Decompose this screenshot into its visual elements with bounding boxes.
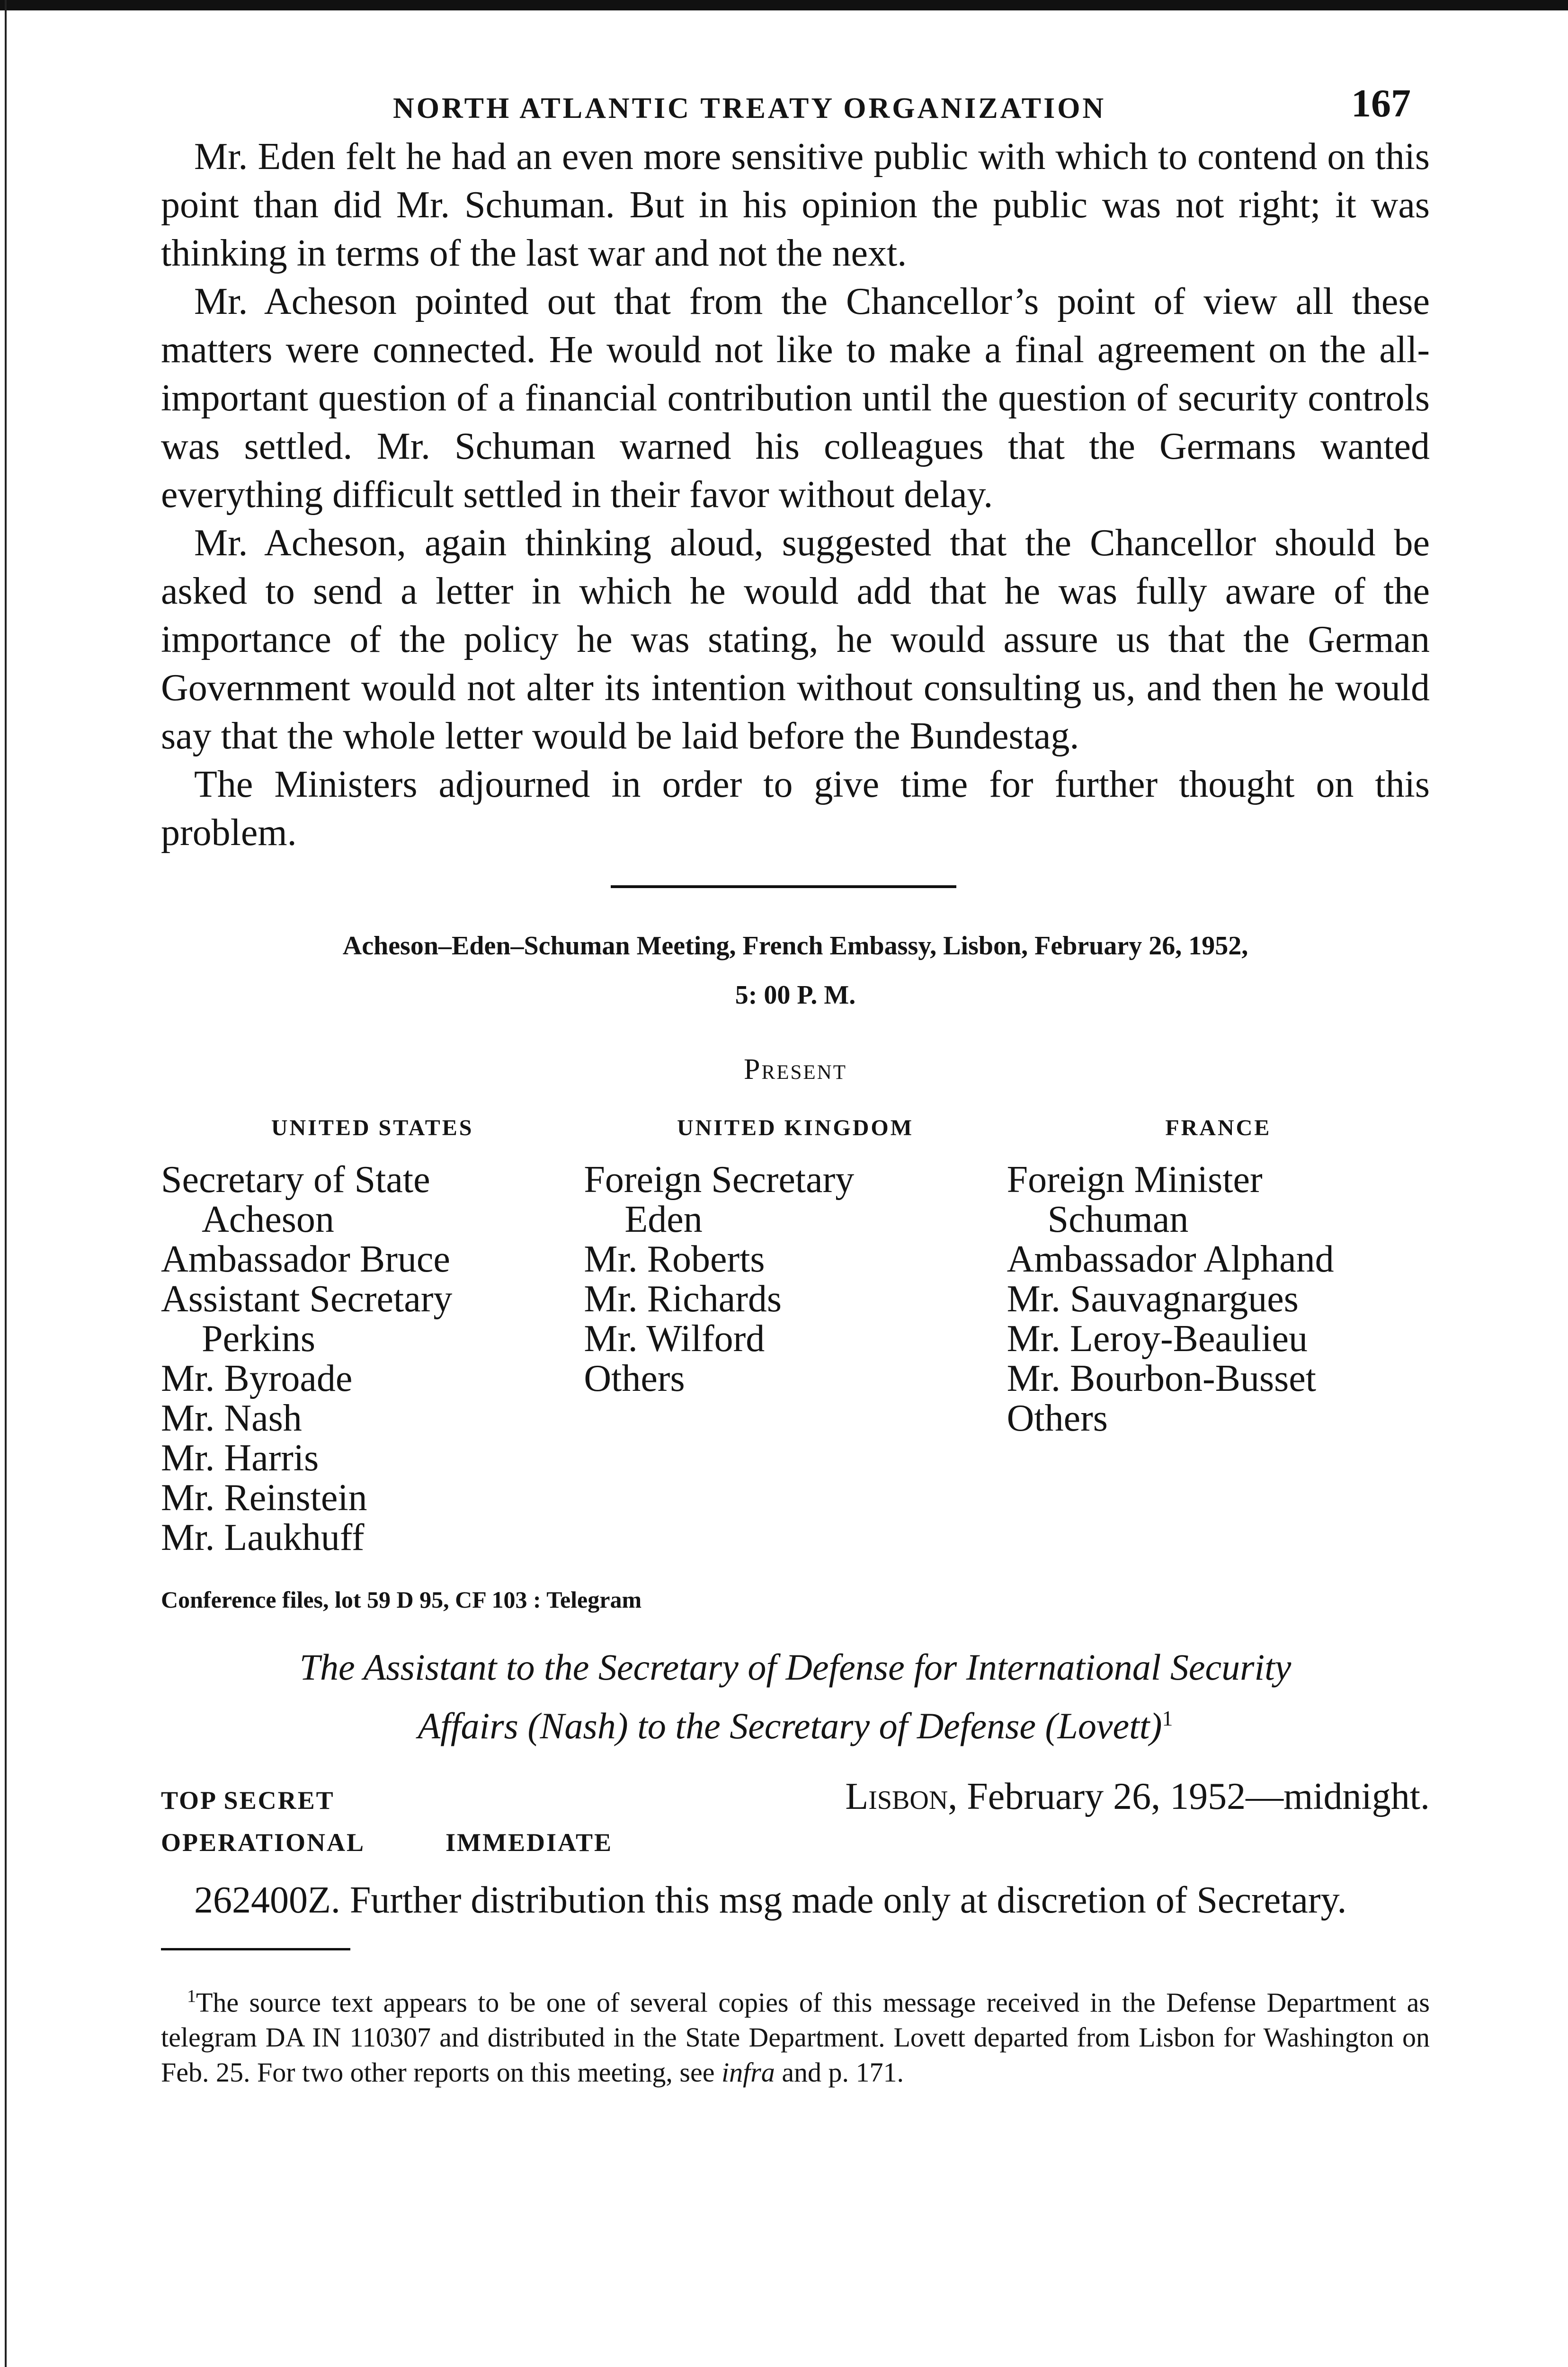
footnote-text-italic: infra	[722, 2057, 775, 2088]
document-title-line1: The Assistant to the Secretary of Defense for International Security	[299, 1646, 1292, 1688]
member: Mr. Leroy-Beaulieu	[1007, 1318, 1308, 1360]
document-title-line2-text: Affairs (Nash) to the Secretary of Defense (Lovett)	[418, 1705, 1162, 1746]
delegation-france	[1007, 1115, 1430, 1557]
footnote-reference: 1	[1162, 1706, 1173, 1730]
member: Foreign Minister	[1007, 1159, 1263, 1201]
member: Others	[584, 1358, 685, 1399]
present-label: Present	[744, 1053, 847, 1086]
footnote	[161, 1979, 1430, 2090]
section-divider	[611, 885, 956, 888]
member: Mr. Roberts	[584, 1238, 765, 1280]
dateline-date: February 26, 1952—midnight.	[967, 1776, 1430, 1817]
member: Mr. Richards	[584, 1278, 782, 1320]
member: Ambassador Bruce	[161, 1238, 450, 1280]
member: Acheson	[202, 1199, 334, 1240]
country-heading: FRANCE	[1165, 1115, 1272, 1140]
document-title	[161, 1642, 1430, 1752]
footnote-marker: 1	[187, 1986, 196, 2006]
member: Mr. Laukhuff	[161, 1517, 365, 1558]
member: Mr. Harris	[161, 1437, 319, 1479]
member: Mr. Wilford	[584, 1318, 765, 1360]
delegations	[161, 1115, 1430, 1557]
page	[161, 76, 1430, 2090]
country-heading: UNITED STATES	[271, 1115, 474, 1140]
member: Eden	[624, 1199, 703, 1240]
member: Foreign Secretary	[584, 1159, 855, 1201]
country-heading: UNITED KINGDOM	[677, 1115, 914, 1140]
precedence-operational: OPERATIONAL	[161, 1828, 365, 1857]
member: Others	[1007, 1397, 1108, 1439]
precedence-immediate: IMMEDIATE	[445, 1828, 613, 1857]
document-title-line2	[161, 1693, 1430, 1752]
footnote-text-before: The source text appears to be one of several copies of this message received in the Defense Department as telegram DA IN 110307 and distributed in the State Department. Lovett departed from Lisbon for Washington on Feb. 25. For two other reports on this meeting, see	[161, 1987, 1430, 2088]
top-border	[0, 0, 1568, 10]
footnote-text-after: and p. 171.	[775, 2057, 904, 2088]
paragraph-3: Mr. Acheson, again thinking aloud, suggested that the Chancellor should be asked to send a letter in which he would add that he was fully aware of the importance of the policy he was stating, he would assure us that the German Government would not alter its intention without consulting us, and then he would say that the whole letter would be laid before the Bundestag.	[161, 522, 1430, 757]
member: Ambassador Alphand	[1007, 1238, 1334, 1280]
page-number: 167	[1351, 81, 1411, 125]
message-text: 262400Z. Further distribution this msg made only at discretion of Secretary.	[194, 1879, 1347, 1921]
classification: TOP SECRET	[161, 1786, 335, 1815]
member: Mr. Nash	[161, 1397, 302, 1439]
page-header	[161, 76, 1430, 133]
member: Perkins	[202, 1318, 315, 1360]
classification-line	[161, 1775, 1430, 1818]
dateline	[845, 1775, 1430, 1818]
running-head: NORTH ATLANTIC TREATY ORGANIZATION	[393, 92, 1106, 125]
member: Mr. Sauvagnargues	[1007, 1278, 1299, 1320]
paragraph-2: Mr. Acheson pointed out that from the Chancellor’s point of view all these matters were connected. He would not like to make a final agreement on the all-important question of a financial contribution until the question of security controls was settled. Mr. Schuman warned his colleagues that the Germans wanted everything difficult settled in their favor without delay.	[161, 281, 1430, 516]
footnote-divider	[161, 1948, 350, 1950]
meeting-heading-line2: 5: 00 P. M.	[735, 980, 856, 1010]
member: Mr. Byroade	[161, 1358, 353, 1399]
left-border	[5, 0, 7, 2367]
member: Mr. Reinstein	[161, 1477, 367, 1519]
member: Secretary of State	[161, 1159, 430, 1201]
delegation-united-kingdom	[584, 1115, 1007, 1557]
dateline-place: Lisbon,	[845, 1776, 958, 1817]
member: Assistant Secretary	[161, 1278, 453, 1320]
delegation-united-states	[161, 1115, 584, 1557]
paragraph-4: The Ministers adjourned in order to give time for further thought on this problem.	[161, 764, 1430, 854]
paragraph-1: Mr. Eden felt he had an even more sensitive public with which to contend on this point than did Mr. Schuman. But in his opinion the public was not right; it was thinking in terms of the last war and not the next.	[161, 136, 1430, 274]
precedence-line	[161, 1828, 1430, 1857]
meeting-heading-line1: Acheson–Eden–Schuman Meeting, French Embassy, Lisbon, February 26, 1952,	[342, 931, 1248, 961]
meeting-heading	[161, 921, 1430, 1020]
member: Schuman	[1047, 1199, 1189, 1240]
member: Mr. Bourbon-Busset	[1007, 1358, 1317, 1399]
source-note: Conference files, lot 59 D 95, CF 103 : Telegram	[161, 1586, 642, 1613]
